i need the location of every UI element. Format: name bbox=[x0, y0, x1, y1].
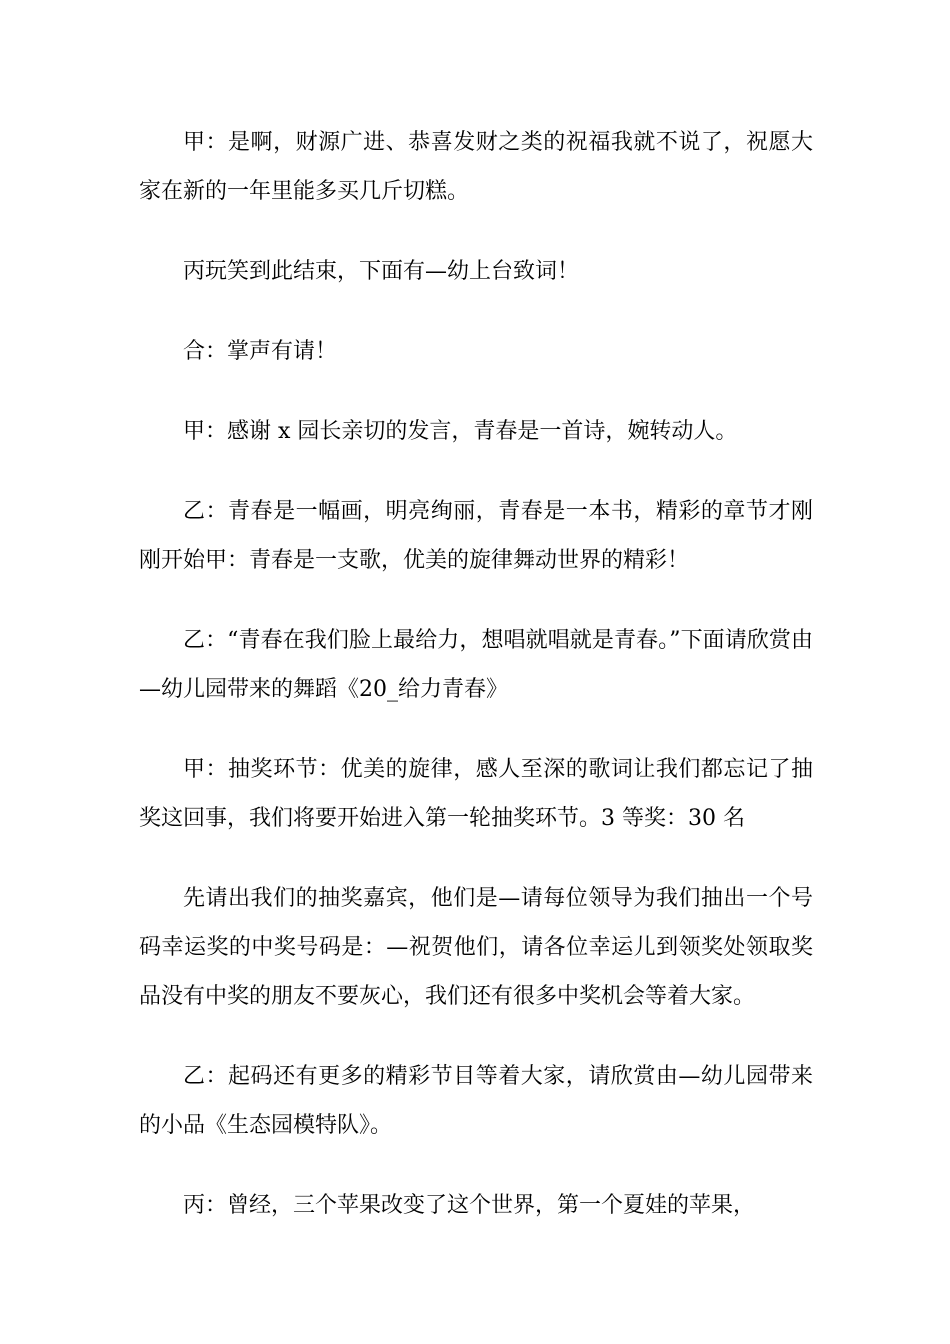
paragraph: 乙：起码还有更多的精彩节目等着大家，请欣赏由—幼儿园带来的小品《生态园模特队》。 bbox=[139, 1064, 813, 1138]
paragraph: 先请出我们的抽奖嘉宾，他们是—请每位领导为我们抽出一个号码幸运奖的中奖号码是：—祝贺他们，请各位幸运儿到领奖处领取奖品没有中奖的朋友不要灰心，我们还有很多中奖机会等着大家。 bbox=[139, 886, 813, 1009]
paragraph: 甲：是啊，财源广进、恭喜发财之类的祝福我就不说了，祝愿大家在新的一年里能多买几斤切糕。 bbox=[139, 130, 813, 204]
paragraph: 合：掌声有请！ bbox=[183, 339, 338, 364]
paragraph: 乙：“青春在我们脸上最给力，想唱就唱就是青春。”下面请欣赏由—幼儿园带来的舞蹈《20_给力青春》 bbox=[139, 628, 813, 702]
paragraph: 丙：曾经，三个苹果改变了这个世界，第一个夏娃的苹果， bbox=[183, 1193, 756, 1218]
paragraph: 甲：感谢 x 园长亲切的发言，青春是一首诗，婉转动人。 bbox=[183, 419, 738, 444]
paragraph: 甲：抽奖环节：优美的旋律，感人至深的歌词让我们都忘记了抽奖这回事，我们将要开始进入第一轮抽奖环节。3 等奖：30 名 bbox=[139, 757, 813, 831]
paragraph: 丙玩笑到此结束，下面有—幼上台致词！ bbox=[183, 259, 580, 284]
paragraph: 乙：青春是一幅画，明亮绚丽，青春是一本书，精彩的章节才刚刚开始甲：青春是一支歌，优美的旋律舞动世界的精彩！ bbox=[139, 499, 813, 573]
document-body bbox=[139, 118, 813, 1261]
